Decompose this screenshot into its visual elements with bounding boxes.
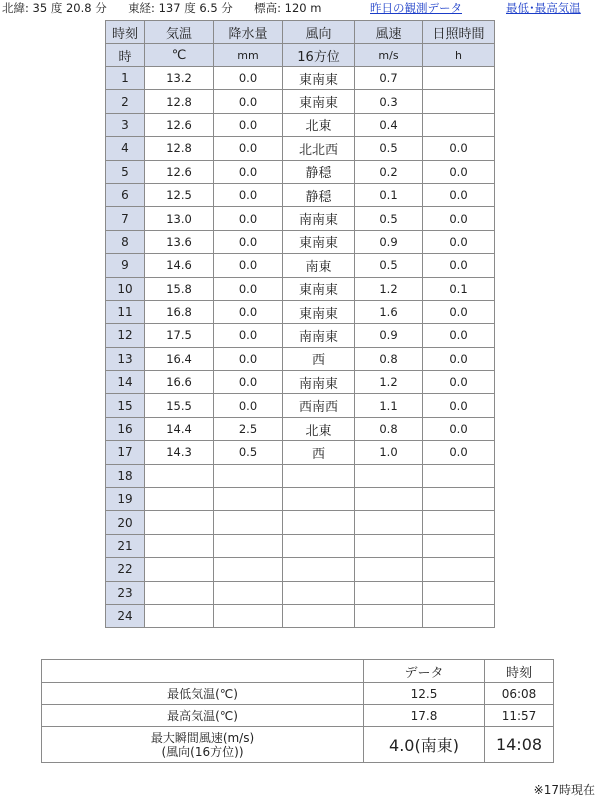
cell-precipitation: 0.0 xyxy=(214,324,283,347)
summary-value: 17.8 xyxy=(364,705,485,727)
summary-value: 4.0(南東) xyxy=(364,727,485,763)
cell-precipitation: 0.0 xyxy=(214,207,283,230)
cell-temperature: 14.4 xyxy=(145,417,214,440)
cell-precipitation: 0.5 xyxy=(214,441,283,464)
cell-temperature: 12.6 xyxy=(145,160,214,183)
cell-wind-speed xyxy=(355,604,423,627)
cell-wind-speed xyxy=(355,558,423,581)
header-wind-direction: 風向 xyxy=(283,21,355,44)
cell-precipitation xyxy=(214,558,283,581)
table-row xyxy=(106,254,495,277)
cell-hour: 2 xyxy=(106,90,145,113)
header-time: 時刻 xyxy=(106,21,145,44)
header-temperature: 気温 xyxy=(145,21,214,44)
cell-hour: 4 xyxy=(106,137,145,160)
cell-sunshine: 0.0 xyxy=(423,160,495,183)
summary-time: 06:08 xyxy=(485,683,554,705)
cell-temperature: 16.6 xyxy=(145,371,214,394)
cell-sunshine: 0.1 xyxy=(423,277,495,300)
cell-sunshine: 0.0 xyxy=(423,417,495,440)
unit-time: 時 xyxy=(106,44,145,67)
min-max-temp-link[interactable]: 最低･最高気温 xyxy=(506,1,581,15)
cell-wind-direction: 西 xyxy=(283,347,355,370)
table-row xyxy=(106,324,495,347)
cell-wind-direction xyxy=(283,558,355,581)
cell-temperature: 13.6 xyxy=(145,230,214,253)
summary-time: 14:08 xyxy=(485,727,554,763)
cell-precipitation: 2.5 xyxy=(214,417,283,440)
cell-precipitation: 0.0 xyxy=(214,230,283,253)
latitude-label: 北緯: xyxy=(2,1,29,15)
cell-wind-speed: 0.7 xyxy=(355,67,423,90)
cell-temperature xyxy=(145,581,214,604)
cell-precipitation xyxy=(214,464,283,487)
cell-wind-direction xyxy=(283,488,355,511)
cell-wind-speed: 0.8 xyxy=(355,417,423,440)
cell-wind-direction xyxy=(283,511,355,534)
table-row xyxy=(106,464,495,487)
hourly-observation-table xyxy=(105,20,495,628)
latitude-value: 35 度 20.8 分 xyxy=(32,1,107,15)
cell-precipitation: 0.0 xyxy=(214,183,283,206)
cell-precipitation: 0.0 xyxy=(214,90,283,113)
summary-row-min-temp xyxy=(42,683,554,705)
table-row xyxy=(106,534,495,557)
cell-wind-speed xyxy=(355,488,423,511)
table-row xyxy=(106,277,495,300)
cell-precipitation: 0.0 xyxy=(214,371,283,394)
footnote-as-of: ※17時現在 xyxy=(533,783,595,797)
cell-sunshine: 0.0 xyxy=(423,254,495,277)
cell-hour: 17 xyxy=(106,441,145,464)
cell-wind-speed xyxy=(355,581,423,604)
cell-wind-speed: 0.4 xyxy=(355,113,423,136)
cell-precipitation xyxy=(214,604,283,627)
cell-hour: 6 xyxy=(106,183,145,206)
table-row xyxy=(106,90,495,113)
cell-precipitation: 0.0 xyxy=(214,137,283,160)
cell-wind-direction: 南南東 xyxy=(283,371,355,394)
cell-sunshine: 0.0 xyxy=(423,441,495,464)
yesterday-data-link[interactable]: 昨日の観測データ xyxy=(370,1,462,15)
cell-sunshine xyxy=(423,558,495,581)
cell-wind-direction: 東南東 xyxy=(283,300,355,323)
table-row xyxy=(106,558,495,581)
summary-header-row xyxy=(42,660,554,683)
cell-precipitation: 0.0 xyxy=(214,254,283,277)
summary-header-data: データ xyxy=(364,660,485,683)
cell-hour: 23 xyxy=(106,581,145,604)
cell-wind-speed: 1.1 xyxy=(355,394,423,417)
cell-wind-direction: 西南西 xyxy=(283,394,355,417)
cell-precipitation: 0.0 xyxy=(214,347,283,370)
cell-temperature xyxy=(145,511,214,534)
cell-hour: 9 xyxy=(106,254,145,277)
cell-temperature: 12.6 xyxy=(145,113,214,136)
cell-wind-direction: 東南東 xyxy=(283,67,355,90)
unit-temperature: ℃ xyxy=(145,44,214,67)
cell-temperature: 15.8 xyxy=(145,277,214,300)
cell-wind-speed: 0.2 xyxy=(355,160,423,183)
cell-temperature: 12.5 xyxy=(145,183,214,206)
cell-temperature: 12.8 xyxy=(145,137,214,160)
summary-row-max-gust xyxy=(42,727,554,763)
cell-hour: 22 xyxy=(106,558,145,581)
unit-precipitation: mm xyxy=(214,44,283,67)
header-precipitation: 降水量 xyxy=(214,21,283,44)
cell-wind-direction: 北東 xyxy=(283,417,355,440)
cell-wind-direction: 静穏 xyxy=(283,183,355,206)
cell-sunshine: 0.0 xyxy=(423,137,495,160)
cell-wind-speed: 1.6 xyxy=(355,300,423,323)
cell-wind-speed xyxy=(355,511,423,534)
cell-precipitation: 0.0 xyxy=(214,300,283,323)
table-row xyxy=(106,300,495,323)
cell-sunshine xyxy=(423,464,495,487)
summary-row-max-temp xyxy=(42,705,554,727)
summary-label-line2: (風向(16方位)) xyxy=(161,744,244,759)
summary-time: 11:57 xyxy=(485,705,554,727)
cell-wind-direction xyxy=(283,604,355,627)
table-row xyxy=(106,581,495,604)
table-row xyxy=(106,488,495,511)
cell-hour: 5 xyxy=(106,160,145,183)
cell-wind-speed: 1.2 xyxy=(355,277,423,300)
cell-precipitation: 0.0 xyxy=(214,277,283,300)
cell-wind-direction: 東南東 xyxy=(283,277,355,300)
cell-sunshine: 0.0 xyxy=(423,230,495,253)
cell-precipitation xyxy=(214,581,283,604)
longitude-label: 東経: xyxy=(128,1,155,15)
cell-wind-speed: 0.1 xyxy=(355,183,423,206)
cell-hour: 15 xyxy=(106,394,145,417)
cell-hour: 16 xyxy=(106,417,145,440)
cell-sunshine xyxy=(423,511,495,534)
cell-temperature: 16.4 xyxy=(145,347,214,370)
cell-sunshine xyxy=(423,581,495,604)
cell-hour: 18 xyxy=(106,464,145,487)
cell-temperature: 15.5 xyxy=(145,394,214,417)
cell-sunshine xyxy=(423,488,495,511)
cell-wind-direction xyxy=(283,464,355,487)
table-units-row xyxy=(106,44,495,67)
cell-precipitation: 0.0 xyxy=(214,394,283,417)
summary-label: 最低気温(℃) xyxy=(42,683,364,705)
cell-precipitation xyxy=(214,511,283,534)
cell-sunshine: 0.0 xyxy=(423,394,495,417)
cell-wind-direction: 北東 xyxy=(283,113,355,136)
cell-temperature xyxy=(145,558,214,581)
cell-sunshine: 0.0 xyxy=(423,324,495,347)
cell-sunshine: 0.0 xyxy=(423,183,495,206)
cell-temperature: 14.3 xyxy=(145,441,214,464)
cell-hour: 12 xyxy=(106,324,145,347)
cell-hour: 1 xyxy=(106,67,145,90)
cell-sunshine xyxy=(423,604,495,627)
cell-precipitation: 0.0 xyxy=(214,67,283,90)
station-info xyxy=(2,0,599,17)
cell-wind-direction: 南東 xyxy=(283,254,355,277)
cell-wind-speed: 0.5 xyxy=(355,207,423,230)
table-row xyxy=(106,441,495,464)
cell-wind-direction xyxy=(283,581,355,604)
cell-temperature xyxy=(145,534,214,557)
cell-hour: 3 xyxy=(106,113,145,136)
header-sunshine: 日照時間 xyxy=(423,21,495,44)
cell-wind-speed xyxy=(355,464,423,487)
cell-wind-speed: 1.2 xyxy=(355,371,423,394)
cell-wind-speed: 0.5 xyxy=(355,254,423,277)
table-row xyxy=(106,67,495,90)
cell-hour: 8 xyxy=(106,230,145,253)
cell-temperature: 13.0 xyxy=(145,207,214,230)
cell-wind-direction: 南南東 xyxy=(283,207,355,230)
table-row xyxy=(106,347,495,370)
longitude-value: 137 度 6.5 分 xyxy=(158,1,233,15)
cell-hour: 21 xyxy=(106,534,145,557)
table-row xyxy=(106,371,495,394)
summary-label-line1: 最大瞬間風速(m/s) xyxy=(150,730,255,745)
cell-sunshine: 0.0 xyxy=(423,347,495,370)
cell-precipitation xyxy=(214,534,283,557)
cell-wind-speed xyxy=(355,534,423,557)
cell-sunshine: 0.0 xyxy=(423,300,495,323)
cell-wind-speed: 0.9 xyxy=(355,230,423,253)
cell-hour: 11 xyxy=(106,300,145,323)
cell-hour: 7 xyxy=(106,207,145,230)
cell-temperature xyxy=(145,604,214,627)
header-wind-speed: 風速 xyxy=(355,21,423,44)
table-row xyxy=(106,160,495,183)
cell-temperature: 13.2 xyxy=(145,67,214,90)
table-row xyxy=(106,113,495,136)
unit-wind-speed: m/s xyxy=(355,44,423,67)
cell-hour: 24 xyxy=(106,604,145,627)
cell-temperature: 12.8 xyxy=(145,90,214,113)
cell-wind-direction: 南南東 xyxy=(283,324,355,347)
cell-temperature xyxy=(145,488,214,511)
table-row xyxy=(106,230,495,253)
cell-temperature xyxy=(145,464,214,487)
unit-wind-direction: 16方位 xyxy=(283,44,355,67)
cell-precipitation xyxy=(214,488,283,511)
summary-value: 12.5 xyxy=(364,683,485,705)
table-row xyxy=(106,511,495,534)
table-row xyxy=(106,417,495,440)
daily-summary-table xyxy=(41,659,554,763)
cell-sunshine xyxy=(423,90,495,113)
cell-temperature: 17.5 xyxy=(145,324,214,347)
cell-hour: 14 xyxy=(106,371,145,394)
cell-precipitation: 0.0 xyxy=(214,160,283,183)
table-row xyxy=(106,183,495,206)
summary-header-time: 時刻 xyxy=(485,660,554,683)
cell-sunshine: 0.0 xyxy=(423,207,495,230)
cell-sunshine xyxy=(423,113,495,136)
cell-sunshine xyxy=(423,67,495,90)
cell-sunshine: 0.0 xyxy=(423,371,495,394)
table-row xyxy=(106,207,495,230)
table-row xyxy=(106,604,495,627)
cell-temperature: 14.6 xyxy=(145,254,214,277)
cell-wind-speed: 1.0 xyxy=(355,441,423,464)
table-header-row xyxy=(106,21,495,44)
summary-label: 最高気温(℃) xyxy=(42,705,364,727)
summary-header-blank xyxy=(42,660,364,683)
cell-wind-speed: 0.8 xyxy=(355,347,423,370)
cell-wind-speed: 0.9 xyxy=(355,324,423,347)
cell-wind-direction: 北北西 xyxy=(283,137,355,160)
cell-wind-direction: 西 xyxy=(283,441,355,464)
cell-hour: 13 xyxy=(106,347,145,370)
cell-hour: 19 xyxy=(106,488,145,511)
cell-wind-direction: 東南東 xyxy=(283,230,355,253)
unit-sunshine: h xyxy=(423,44,495,67)
table-row xyxy=(106,137,495,160)
altitude-value: 120 m xyxy=(284,1,322,15)
cell-sunshine xyxy=(423,534,495,557)
cell-hour: 20 xyxy=(106,511,145,534)
summary-label xyxy=(42,727,364,763)
cell-wind-speed: 0.5 xyxy=(355,137,423,160)
cell-hour: 10 xyxy=(106,277,145,300)
cell-wind-direction: 静穏 xyxy=(283,160,355,183)
cell-wind-speed: 0.3 xyxy=(355,90,423,113)
table-row xyxy=(106,394,495,417)
altitude-label: 標高: xyxy=(254,1,281,15)
cell-wind-direction xyxy=(283,534,355,557)
cell-precipitation: 0.0 xyxy=(214,113,283,136)
cell-temperature: 16.8 xyxy=(145,300,214,323)
cell-wind-direction: 東南東 xyxy=(283,90,355,113)
